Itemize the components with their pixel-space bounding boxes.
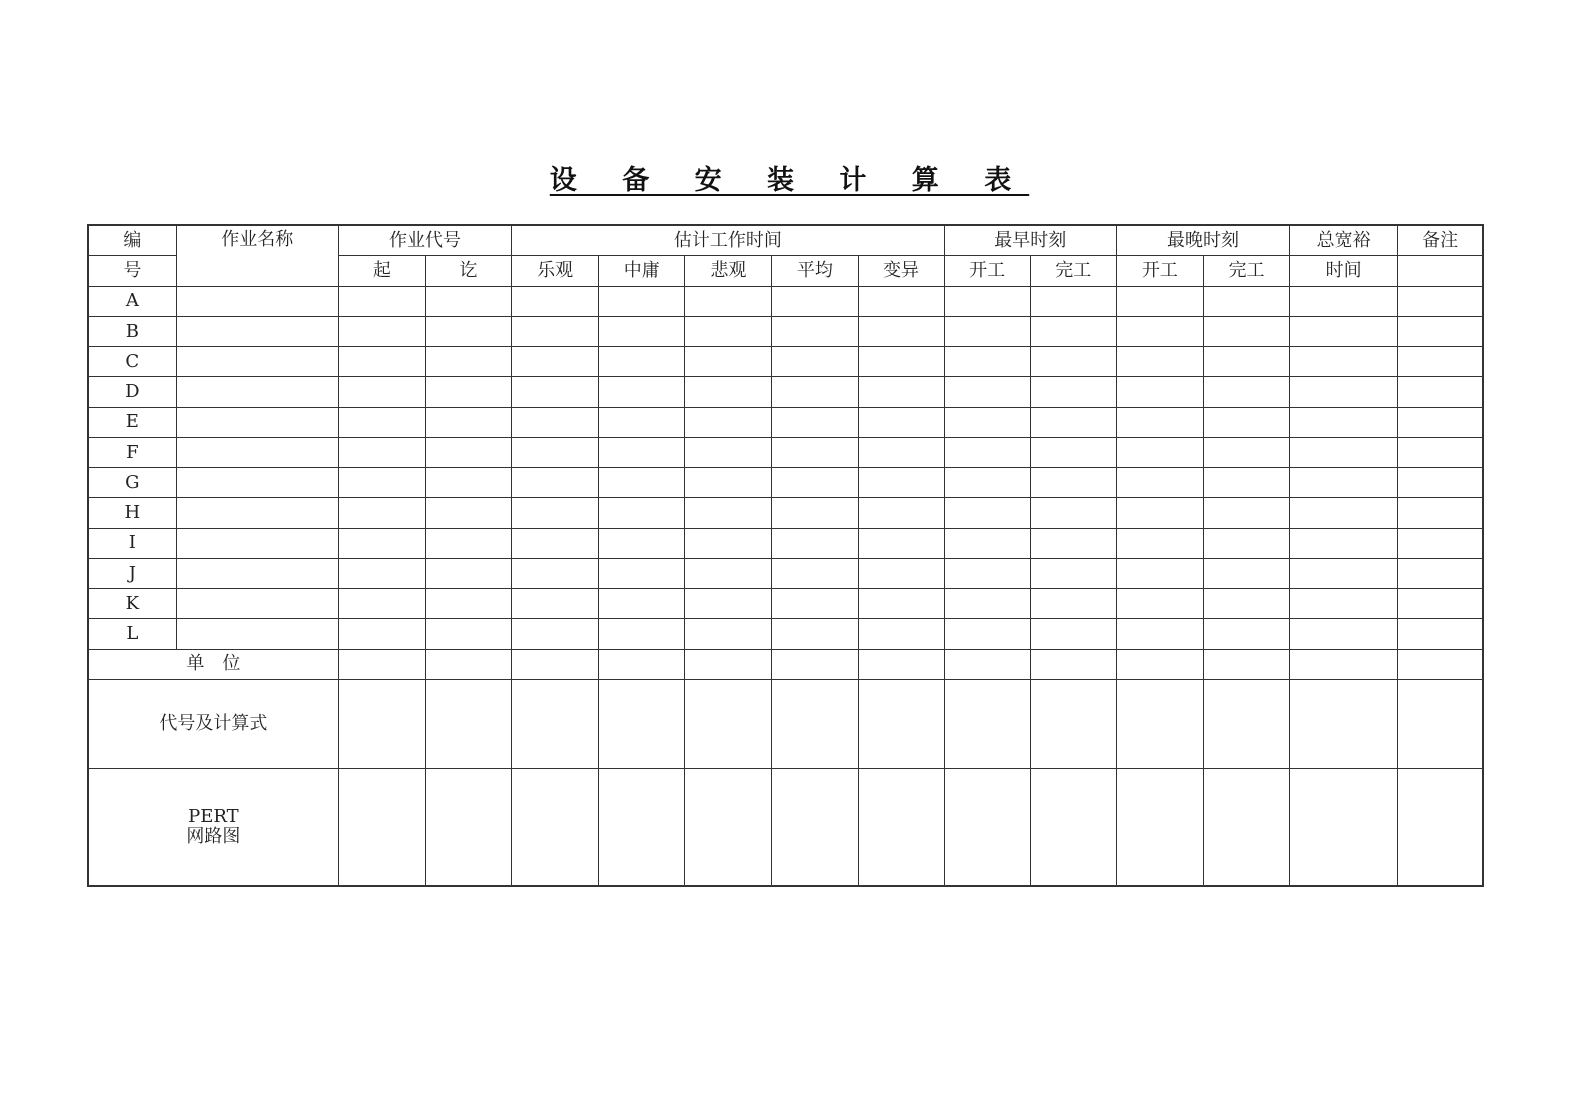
cell-pessimistic[interactable]: [685, 619, 772, 649]
cell-start[interactable]: [338, 619, 425, 649]
cell-average[interactable]: [772, 286, 858, 316]
cell-job-name[interactable]: [176, 589, 338, 619]
cell-job-name[interactable]: [176, 286, 338, 316]
cell-variance[interactable]: [858, 347, 944, 377]
cell-average[interactable]: [772, 437, 858, 467]
cell-pessimistic[interactable]: [685, 316, 772, 346]
cell-latest-start[interactable]: [1116, 347, 1203, 377]
cell-pessimistic[interactable]: [685, 437, 772, 467]
cell-latest-finish[interactable]: [1203, 498, 1289, 528]
pert-row-cell-start[interactable]: [338, 768, 425, 886]
unit-row-cell-latest-start[interactable]: [1116, 649, 1203, 679]
cell-pessimistic[interactable]: [685, 558, 772, 588]
cell-latest-start[interactable]: [1116, 407, 1203, 437]
cell-job-name[interactable]: [176, 407, 338, 437]
table-row: [88, 468, 1483, 498]
cell-start[interactable]: [338, 528, 425, 558]
cell-earliest-start[interactable]: [944, 498, 1030, 528]
cell-variance[interactable]: [858, 498, 944, 528]
cell-earliest-start[interactable]: [944, 437, 1030, 467]
cell-remarks[interactable]: [1398, 347, 1483, 377]
formula-row-cell-end[interactable]: [425, 679, 511, 768]
cell-earliest-finish[interactable]: [1030, 468, 1116, 498]
header-most-likely: 中庸: [599, 256, 685, 286]
table-row: [88, 286, 1483, 316]
cell-earliest-start[interactable]: [944, 589, 1030, 619]
cell-total-float[interactable]: [1290, 468, 1398, 498]
cell-average[interactable]: [772, 347, 858, 377]
cell-pessimistic[interactable]: [685, 498, 772, 528]
cell-total-float[interactable]: [1290, 437, 1398, 467]
cell-earliest-finish[interactable]: [1030, 316, 1116, 346]
pert-row-cell-variance[interactable]: [858, 768, 944, 886]
cell-total-float[interactable]: [1290, 619, 1398, 649]
table-row: [88, 498, 1483, 528]
cell-latest-finish[interactable]: [1203, 558, 1289, 588]
unit-row-cell-remarks[interactable]: [1398, 649, 1483, 679]
cell-most-likely[interactable]: [599, 316, 685, 346]
cell-average[interactable]: [772, 407, 858, 437]
cell-start[interactable]: [338, 498, 425, 528]
cell-most-likely[interactable]: [599, 437, 685, 467]
cell-earliest-finish[interactable]: [1030, 528, 1116, 558]
cell-end[interactable]: [425, 286, 511, 316]
cell-variance[interactable]: [858, 377, 944, 407]
header-total-float-bottom: 时间: [1290, 256, 1398, 286]
formula-row-cell-latest-finish[interactable]: [1203, 679, 1289, 768]
unit-row-cell-pessimistic[interactable]: [685, 649, 772, 679]
cell-total-float[interactable]: [1290, 286, 1398, 316]
cell-remarks[interactable]: [1398, 468, 1483, 498]
cell-most-likely[interactable]: [599, 468, 685, 498]
cell-latest-finish[interactable]: [1203, 407, 1289, 437]
formula-row-cell-optimistic[interactable]: [512, 679, 599, 768]
cell-average[interactable]: [772, 589, 858, 619]
pert-row-label-line-1: PERT: [188, 806, 239, 828]
header-earliest-time: 最早时刻: [944, 225, 1116, 256]
cell-latest-finish[interactable]: [1203, 437, 1289, 467]
cell-most-likely[interactable]: [599, 558, 685, 588]
formula-row-label: 代号及计算式: [88, 679, 338, 768]
cell-latest-start[interactable]: [1116, 498, 1203, 528]
cell-earliest-start[interactable]: [944, 377, 1030, 407]
row-id: K: [88, 589, 176, 619]
cell-average[interactable]: [772, 316, 858, 346]
cell-latest-start[interactable]: [1116, 316, 1203, 346]
cell-optimistic[interactable]: [512, 377, 599, 407]
cell-optimistic[interactable]: [512, 558, 599, 588]
cell-start[interactable]: [338, 558, 425, 588]
cell-job-name[interactable]: [176, 468, 338, 498]
cell-end[interactable]: [425, 437, 511, 467]
cell-pessimistic[interactable]: [685, 589, 772, 619]
table-row: [88, 377, 1483, 407]
cell-remarks[interactable]: [1398, 589, 1483, 619]
header-end: 讫: [425, 256, 511, 286]
cell-earliest-start[interactable]: [944, 347, 1030, 377]
cell-remarks[interactable]: [1398, 377, 1483, 407]
cell-remarks[interactable]: [1398, 558, 1483, 588]
pert-row-cell-pessimistic[interactable]: [685, 768, 772, 886]
cell-job-name[interactable]: [176, 347, 338, 377]
cell-end[interactable]: [425, 377, 511, 407]
cell-optimistic[interactable]: [512, 468, 599, 498]
unit-row-cell-most-likely[interactable]: [599, 649, 685, 679]
cell-latest-finish[interactable]: [1203, 377, 1289, 407]
formula-row-cell-earliest-finish[interactable]: [1030, 679, 1116, 768]
header-number-bottom: 号: [88, 256, 176, 286]
cell-earliest-start[interactable]: [944, 407, 1030, 437]
cell-most-likely[interactable]: [599, 498, 685, 528]
cell-total-float[interactable]: [1290, 498, 1398, 528]
cell-earliest-finish[interactable]: [1030, 589, 1116, 619]
cell-variance[interactable]: [858, 407, 944, 437]
unit-row-cell-average[interactable]: [772, 649, 858, 679]
cell-latest-start[interactable]: [1116, 286, 1203, 316]
unit-row-cell-earliest-finish[interactable]: [1030, 649, 1116, 679]
cell-remarks[interactable]: [1398, 528, 1483, 558]
cell-job-name[interactable]: [176, 528, 338, 558]
cell-earliest-finish[interactable]: [1030, 347, 1116, 377]
cell-job-name[interactable]: [176, 377, 338, 407]
cell-latest-finish[interactable]: [1203, 528, 1289, 558]
row-id: E: [88, 407, 176, 437]
header-earliest-finish: 完工: [1030, 256, 1116, 286]
cell-earliest-start[interactable]: [944, 558, 1030, 588]
header-latest-time: 最晚时刻: [1116, 225, 1289, 256]
table-row: [88, 589, 1483, 619]
cell-end[interactable]: [425, 316, 511, 346]
cell-earliest-start[interactable]: [944, 468, 1030, 498]
cell-end[interactable]: [425, 347, 511, 377]
formula-row-cell-remarks[interactable]: [1398, 679, 1483, 768]
cell-earliest-finish[interactable]: [1030, 619, 1116, 649]
formula-row-cell-variance[interactable]: [858, 679, 944, 768]
cell-earliest-start[interactable]: [944, 316, 1030, 346]
cell-earliest-finish[interactable]: [1030, 286, 1116, 316]
unit-row-label: 单 位: [88, 649, 338, 679]
cell-latest-finish[interactable]: [1203, 468, 1289, 498]
cell-total-float[interactable]: [1290, 407, 1398, 437]
pert-row-cell-total-float[interactable]: [1290, 768, 1398, 886]
cell-start[interactable]: [338, 468, 425, 498]
pert-row-cell-most-likely[interactable]: [599, 768, 685, 886]
cell-total-float[interactable]: [1290, 347, 1398, 377]
cell-earliest-start[interactable]: [944, 619, 1030, 649]
cell-earliest-start[interactable]: [944, 528, 1030, 558]
cell-remarks[interactable]: [1398, 286, 1483, 316]
cell-end[interactable]: [425, 407, 511, 437]
row-id: A: [88, 286, 176, 316]
cell-start[interactable]: [338, 437, 425, 467]
cell-job-name[interactable]: [176, 498, 338, 528]
cell-end[interactable]: [425, 558, 511, 588]
cell-remarks[interactable]: [1398, 316, 1483, 346]
cell-latest-start[interactable]: [1116, 377, 1203, 407]
unit-row-cell-earliest-start[interactable]: [944, 649, 1030, 679]
cell-earliest-finish[interactable]: [1030, 437, 1116, 467]
cell-end[interactable]: [425, 468, 511, 498]
cell-optimistic[interactable]: [512, 528, 599, 558]
cell-total-float[interactable]: [1290, 558, 1398, 588]
header-earliest-start: 开工: [944, 256, 1030, 286]
pert-row-cell-optimistic[interactable]: [512, 768, 599, 886]
pert-row-label: [88, 768, 338, 886]
cell-variance[interactable]: [858, 286, 944, 316]
cell-optimistic[interactable]: [512, 347, 599, 377]
unit-row-cell-optimistic[interactable]: [512, 649, 599, 679]
cell-total-float[interactable]: [1290, 528, 1398, 558]
header-job-code: 作业代号: [338, 225, 511, 256]
cell-average[interactable]: [772, 528, 858, 558]
cell-variance[interactable]: [858, 468, 944, 498]
unit-row-cell-end[interactable]: [425, 649, 511, 679]
table-row: [88, 347, 1483, 377]
unit-row-cell-start[interactable]: [338, 649, 425, 679]
header-remarks-blank: [1398, 256, 1483, 286]
unit-row-cell-variance[interactable]: [858, 649, 944, 679]
header-latest-start: 开工: [1116, 256, 1203, 286]
row-id: H: [88, 498, 176, 528]
cell-start[interactable]: [338, 316, 425, 346]
cell-latest-finish[interactable]: [1203, 316, 1289, 346]
pert-row-cell-average[interactable]: [772, 768, 858, 886]
cell-average[interactable]: [772, 468, 858, 498]
cell-job-name[interactable]: [176, 619, 338, 649]
formula-row-cell-most-likely[interactable]: [599, 679, 685, 768]
calculation-table: [87, 224, 1484, 887]
row-id: B: [88, 316, 176, 346]
pert-row-cell-remarks[interactable]: [1398, 768, 1483, 886]
cell-remarks[interactable]: [1398, 437, 1483, 467]
cell-start[interactable]: [338, 589, 425, 619]
header-variance: 变异: [858, 256, 944, 286]
cell-variance[interactable]: [858, 316, 944, 346]
cell-most-likely[interactable]: [599, 528, 685, 558]
cell-total-float[interactable]: [1290, 589, 1398, 619]
cell-average[interactable]: [772, 377, 858, 407]
cell-end[interactable]: [425, 589, 511, 619]
cell-latest-start[interactable]: [1116, 558, 1203, 588]
header-number-top: 编: [88, 225, 176, 256]
cell-end[interactable]: [425, 498, 511, 528]
pert-row-cell-end[interactable]: [425, 768, 511, 886]
cell-most-likely[interactable]: [599, 589, 685, 619]
pert-row-label-line-2: 网路图: [186, 825, 241, 847]
pert-row-cell-latest-finish[interactable]: [1203, 768, 1289, 886]
cell-start[interactable]: [338, 377, 425, 407]
header-pessimistic: 悲观: [685, 256, 772, 286]
cell-start[interactable]: [338, 407, 425, 437]
cell-average[interactable]: [772, 558, 858, 588]
cell-variance[interactable]: [858, 589, 944, 619]
cell-earliest-finish[interactable]: [1030, 377, 1116, 407]
cell-average[interactable]: [772, 619, 858, 649]
cell-pessimistic[interactable]: [685, 286, 772, 316]
cell-latest-finish[interactable]: [1203, 619, 1289, 649]
cell-optimistic[interactable]: [512, 316, 599, 346]
cell-most-likely[interactable]: [599, 347, 685, 377]
cell-pessimistic[interactable]: [685, 468, 772, 498]
cell-optimistic[interactable]: [512, 286, 599, 316]
cell-optimistic[interactable]: [512, 589, 599, 619]
cell-start[interactable]: [338, 347, 425, 377]
header-job-name: 作业名称: [176, 225, 338, 286]
header-start: 起: [338, 256, 425, 286]
cell-remarks[interactable]: [1398, 498, 1483, 528]
header-total-float-top: 总宽裕: [1290, 225, 1398, 256]
formula-row: [88, 679, 1483, 768]
cell-job-name[interactable]: [176, 316, 338, 346]
cell-pessimistic[interactable]: [685, 347, 772, 377]
cell-most-likely[interactable]: [599, 619, 685, 649]
cell-latest-start[interactable]: [1116, 437, 1203, 467]
cell-variance[interactable]: [858, 619, 944, 649]
formula-row-cell-pessimistic[interactable]: [685, 679, 772, 768]
formula-row-cell-total-float[interactable]: [1290, 679, 1398, 768]
header-optimistic: 乐观: [512, 256, 599, 286]
table-row: [88, 407, 1483, 437]
cell-latest-start[interactable]: [1116, 619, 1203, 649]
header-estimated-time: 估计工作时间: [512, 225, 945, 256]
unit-row-cell-total-float[interactable]: [1290, 649, 1398, 679]
formula-row-cell-latest-start[interactable]: [1116, 679, 1203, 768]
formula-row-cell-average[interactable]: [772, 679, 858, 768]
row-id: F: [88, 437, 176, 467]
cell-variance[interactable]: [858, 437, 944, 467]
cell-latest-start[interactable]: [1116, 528, 1203, 558]
cell-optimistic[interactable]: [512, 498, 599, 528]
table-row: [88, 316, 1483, 346]
row-id: I: [88, 528, 176, 558]
cell-end[interactable]: [425, 528, 511, 558]
cell-earliest-finish[interactable]: [1030, 498, 1116, 528]
cell-latest-start[interactable]: [1116, 589, 1203, 619]
row-id: G: [88, 468, 176, 498]
cell-latest-finish[interactable]: [1203, 589, 1289, 619]
cell-earliest-finish[interactable]: [1030, 558, 1116, 588]
table-row: [88, 528, 1483, 558]
row-id: C: [88, 347, 176, 377]
page-title: 设 备 安 装 计 算 表: [549, 165, 1030, 196]
cell-variance[interactable]: [858, 528, 944, 558]
pert-row-cell-earliest-finish[interactable]: [1030, 768, 1116, 886]
cell-job-name[interactable]: [176, 437, 338, 467]
row-id: J: [88, 558, 176, 588]
cell-remarks[interactable]: [1398, 407, 1483, 437]
row-id: D: [88, 377, 176, 407]
header-remarks: 备注: [1398, 225, 1483, 256]
cell-optimistic[interactable]: [512, 407, 599, 437]
cell-pessimistic[interactable]: [685, 407, 772, 437]
cell-remarks[interactable]: [1398, 619, 1483, 649]
cell-optimistic[interactable]: [512, 619, 599, 649]
pert-row-cell-earliest-start[interactable]: [944, 768, 1030, 886]
pert-row: [88, 768, 1483, 886]
cell-latest-finish[interactable]: [1203, 347, 1289, 377]
cell-most-likely[interactable]: [599, 407, 685, 437]
cell-average[interactable]: [772, 498, 858, 528]
formula-row-cell-start[interactable]: [338, 679, 425, 768]
cell-most-likely[interactable]: [599, 286, 685, 316]
unit-row-cell-latest-finish[interactable]: [1203, 649, 1289, 679]
pert-row-cell-latest-start[interactable]: [1116, 768, 1203, 886]
cell-latest-start[interactable]: [1116, 468, 1203, 498]
cell-start[interactable]: [338, 286, 425, 316]
table-row: [88, 619, 1483, 649]
cell-most-likely[interactable]: [599, 377, 685, 407]
cell-job-name[interactable]: [176, 558, 338, 588]
unit-row: [88, 649, 1483, 679]
header-average: 平均: [772, 256, 858, 286]
cell-latest-finish[interactable]: [1203, 286, 1289, 316]
cell-earliest-finish[interactable]: [1030, 407, 1116, 437]
table-row: [88, 558, 1483, 588]
cell-pessimistic[interactable]: [685, 377, 772, 407]
cell-end[interactable]: [425, 619, 511, 649]
header-latest-finish: 完工: [1203, 256, 1289, 286]
cell-earliest-start[interactable]: [944, 286, 1030, 316]
formula-row-cell-earliest-start[interactable]: [944, 679, 1030, 768]
cell-variance[interactable]: [858, 558, 944, 588]
cell-optimistic[interactable]: [512, 437, 599, 467]
header-row-1: [88, 225, 1483, 256]
cell-total-float[interactable]: [1290, 316, 1398, 346]
cell-pessimistic[interactable]: [685, 528, 772, 558]
row-id: L: [88, 619, 176, 649]
cell-total-float[interactable]: [1290, 377, 1398, 407]
table-row: [88, 437, 1483, 467]
